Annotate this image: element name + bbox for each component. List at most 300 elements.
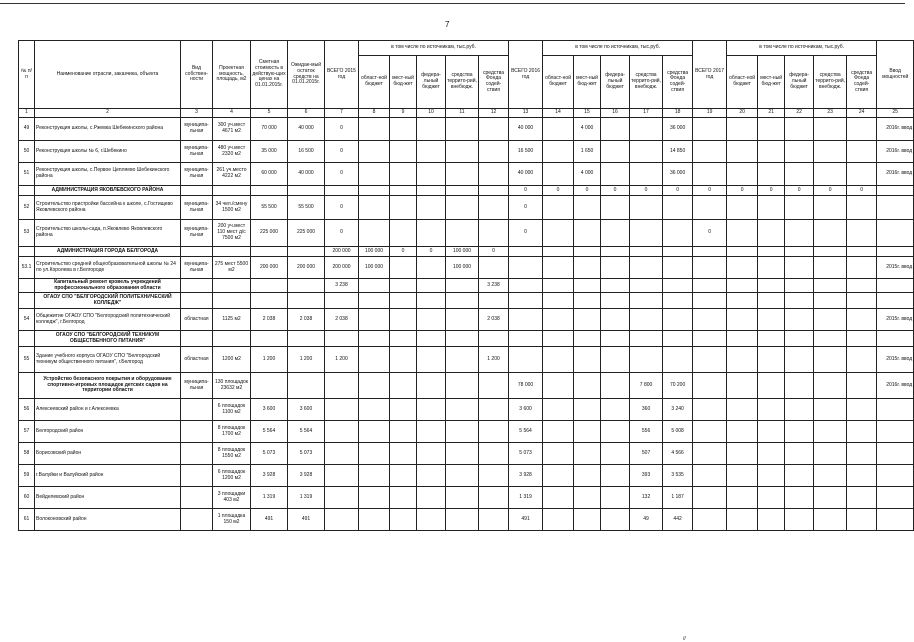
table-cell: 130 площадок 23632 м2 xyxy=(213,373,251,399)
table-cell xyxy=(601,293,630,309)
table-cell xyxy=(758,347,785,373)
header-fund: средства Фонда содей-ствия xyxy=(479,56,509,109)
table-cell xyxy=(359,465,390,487)
object-name: Реконструкция школы № 6, г.Шебекино xyxy=(35,141,181,163)
table-cell: 300 уч.мест 4671 м2 xyxy=(213,118,251,141)
column-number: 3 xyxy=(181,109,213,118)
table-cell xyxy=(785,141,814,163)
table-row xyxy=(19,399,914,421)
page-number: 7 xyxy=(445,20,450,29)
table-cell xyxy=(693,465,727,487)
table-cell xyxy=(543,257,574,279)
table-cell xyxy=(359,293,390,309)
table-cell: 1 319 xyxy=(251,487,288,509)
table-cell xyxy=(543,293,574,309)
table-cell xyxy=(417,399,446,421)
table-cell xyxy=(543,163,574,186)
table-cell xyxy=(574,421,601,443)
object-name: Реконструкция школы, с.Ржевка Шебекинского района xyxy=(35,118,181,141)
table-cell: 2015г. ввод xyxy=(877,347,914,373)
table-cell xyxy=(390,309,417,331)
table-cell xyxy=(630,247,663,257)
table-cell xyxy=(417,509,446,531)
table-cell xyxy=(417,141,446,163)
table-cell xyxy=(727,487,758,509)
table-cell xyxy=(847,331,877,347)
row-number: 53.1 xyxy=(19,257,35,279)
table-cell: 0 xyxy=(509,186,543,196)
table-cell xyxy=(693,373,727,399)
table-cell: 4 000 xyxy=(574,163,601,186)
table-cell: 5 564 xyxy=(288,421,325,443)
table-cell xyxy=(446,421,479,443)
row-number: 59 xyxy=(19,465,35,487)
table-cell xyxy=(543,309,574,331)
table-cell xyxy=(601,220,630,247)
table-cell xyxy=(543,220,574,247)
table-cell: 0 xyxy=(574,186,601,196)
table-cell xyxy=(814,220,847,247)
table-cell xyxy=(213,331,251,347)
table-cell xyxy=(693,331,727,347)
table-cell: 40 000 xyxy=(288,163,325,186)
row-number: 56 xyxy=(19,399,35,421)
table-cell: муниципа-льная xyxy=(181,196,213,220)
table-cell xyxy=(877,196,914,220)
table-cell xyxy=(847,163,877,186)
table-cell xyxy=(785,465,814,487)
table-cell xyxy=(359,186,390,196)
table-cell xyxy=(630,163,663,186)
table-cell xyxy=(814,118,847,141)
table-cell xyxy=(693,118,727,141)
table-cell: 3 535 xyxy=(663,465,693,487)
table-cell: 3 928 xyxy=(251,465,288,487)
table-cell xyxy=(814,293,847,309)
row-number xyxy=(19,373,35,399)
table-cell xyxy=(574,309,601,331)
table-cell: областная xyxy=(181,347,213,373)
table-cell xyxy=(785,399,814,421)
table-cell: 0 xyxy=(509,220,543,247)
table-cell: 4 000 xyxy=(574,118,601,141)
table-cell: областная xyxy=(181,309,213,331)
table-cell xyxy=(847,118,877,141)
section-row xyxy=(19,247,914,257)
table-cell xyxy=(417,118,446,141)
table-cell xyxy=(574,347,601,373)
table-cell xyxy=(213,293,251,309)
table-cell xyxy=(693,257,727,279)
table-cell: 275 мест 5500 м2 xyxy=(213,257,251,279)
table-cell xyxy=(601,257,630,279)
table-cell: 0 xyxy=(693,220,727,247)
table-body xyxy=(19,118,914,531)
table-cell xyxy=(479,421,509,443)
table-cell xyxy=(758,509,785,531)
table-cell xyxy=(359,141,390,163)
table-cell xyxy=(727,309,758,331)
table-cell: 3 238 xyxy=(479,279,509,293)
table-cell: 70 000 xyxy=(251,118,288,141)
table-cell xyxy=(251,186,288,196)
table-cell xyxy=(288,293,325,309)
table-cell xyxy=(543,331,574,347)
table-cell xyxy=(847,141,877,163)
table-cell xyxy=(446,509,479,531)
table-row xyxy=(19,443,914,465)
table-cell xyxy=(785,247,814,257)
table-cell xyxy=(630,279,663,293)
table-cell xyxy=(601,163,630,186)
header-fund: средства Фонда содей-ствия xyxy=(847,56,877,109)
section-row xyxy=(19,331,914,347)
table-cell xyxy=(479,293,509,309)
table-cell xyxy=(758,247,785,257)
table-cell: 40 000 xyxy=(509,163,543,186)
table-cell xyxy=(847,220,877,247)
table-cell xyxy=(417,196,446,220)
table-cell xyxy=(785,373,814,399)
table-cell xyxy=(390,257,417,279)
table-cell xyxy=(446,487,479,509)
table-cell xyxy=(181,247,213,257)
row-number xyxy=(19,186,35,196)
table-cell: 2 038 xyxy=(325,309,359,331)
table-cell: 5 564 xyxy=(509,421,543,443)
row-number: 52 xyxy=(19,196,35,220)
table-cell xyxy=(390,509,417,531)
header-ownership: Вид собствен-ности xyxy=(181,41,213,109)
table-cell xyxy=(509,331,543,347)
object-name: Вейделевский район xyxy=(35,487,181,509)
table-cell xyxy=(543,465,574,487)
table-cell xyxy=(213,279,251,293)
table-cell xyxy=(479,373,509,399)
table-cell xyxy=(847,399,877,421)
table-cell xyxy=(630,118,663,141)
table-cell: 491 xyxy=(251,509,288,531)
table-cell xyxy=(663,309,693,331)
table-cell xyxy=(601,509,630,531)
table-cell xyxy=(390,220,417,247)
table-cell: 0 xyxy=(479,247,509,257)
table-cell: 0 xyxy=(693,186,727,196)
table-cell: 0 xyxy=(390,247,417,257)
table-cell xyxy=(479,186,509,196)
object-name: Реконструкция школы, с.Первое Цепляево Шебекинского района xyxy=(35,163,181,186)
table-cell: 7 800 xyxy=(630,373,663,399)
table-cell xyxy=(417,279,446,293)
table-cell: 0 xyxy=(601,186,630,196)
table-cell: 55 500 xyxy=(288,196,325,220)
table-cell xyxy=(785,421,814,443)
table-cell xyxy=(814,465,847,487)
budget-table xyxy=(18,40,914,531)
table-cell xyxy=(479,443,509,465)
table-cell xyxy=(359,421,390,443)
table-cell xyxy=(543,443,574,465)
section-row xyxy=(19,279,914,293)
table-cell: 0 xyxy=(509,196,543,220)
table-cell xyxy=(814,487,847,509)
table-cell xyxy=(446,118,479,141)
table-cell xyxy=(543,141,574,163)
table-cell: 3 площадки 403 м2 xyxy=(213,487,251,509)
header-local: мест-ный бюд-жет xyxy=(574,56,601,109)
table-cell xyxy=(727,373,758,399)
table-cell xyxy=(727,465,758,487)
header-total-2016: ВСЕГО 2016 год xyxy=(509,41,543,109)
table-cell xyxy=(758,421,785,443)
table-cell xyxy=(574,443,601,465)
table-cell xyxy=(359,163,390,186)
column-number: 11 xyxy=(446,109,479,118)
table-cell xyxy=(727,331,758,347)
table-cell: 225 000 xyxy=(288,220,325,247)
table-cell xyxy=(325,373,359,399)
table-cell xyxy=(417,331,446,347)
table-cell xyxy=(877,186,914,196)
table-cell xyxy=(181,331,213,347)
table-cell: 40 000 xyxy=(509,118,543,141)
table-cell xyxy=(543,196,574,220)
table-cell: 1 319 xyxy=(288,487,325,509)
table-row xyxy=(19,309,914,331)
table-cell xyxy=(181,421,213,443)
table-cell: 3 600 xyxy=(251,399,288,421)
header-territories: средства террито-рий, внебюдж. xyxy=(814,56,847,109)
table-cell xyxy=(601,279,630,293)
object-name: Борисовский район xyxy=(35,443,181,465)
table-cell: 1 187 xyxy=(663,487,693,509)
table-cell xyxy=(727,257,758,279)
table-cell: муниципа-льная xyxy=(181,257,213,279)
table-row xyxy=(19,257,914,279)
table-cell xyxy=(877,331,914,347)
table-cell xyxy=(543,118,574,141)
header-name: Наименование отрасли, заказчика, объекта xyxy=(35,41,181,109)
table-cell xyxy=(325,293,359,309)
table-cell: 0 xyxy=(663,186,693,196)
table-row xyxy=(19,220,914,247)
table-cell xyxy=(390,347,417,373)
table-cell xyxy=(630,141,663,163)
row-number: 54 xyxy=(19,309,35,331)
table-cell xyxy=(785,331,814,347)
table-cell: 6 площадок 1100 м2 xyxy=(213,399,251,421)
table-cell xyxy=(574,331,601,347)
row-number: 57 xyxy=(19,421,35,443)
table-cell xyxy=(446,347,479,373)
column-number: 10 xyxy=(417,109,446,118)
table-cell xyxy=(325,487,359,509)
object-name: Здание учебного корпуса ОГАОУ СПО "Белгородский техникум общественного питания", г.Белгород xyxy=(35,347,181,373)
table-cell xyxy=(251,331,288,347)
table-cell xyxy=(479,257,509,279)
table-cell xyxy=(663,247,693,257)
table-cell xyxy=(601,141,630,163)
table-cell: 16 500 xyxy=(509,141,543,163)
table-cell xyxy=(543,421,574,443)
table-cell: 2016г. ввод xyxy=(877,373,914,399)
table-cell xyxy=(325,509,359,531)
table-cell xyxy=(479,487,509,509)
table-cell xyxy=(693,421,727,443)
table-cell: 1 200 xyxy=(288,347,325,373)
table-cell xyxy=(814,163,847,186)
table-cell xyxy=(727,509,758,531)
table-cell xyxy=(785,220,814,247)
column-number: 19 xyxy=(693,109,727,118)
table-cell: 40 000 xyxy=(288,118,325,141)
table-cell: 100 000 xyxy=(446,257,479,279)
table-cell xyxy=(446,279,479,293)
section-row xyxy=(19,186,914,196)
table-cell xyxy=(417,257,446,279)
table-cell xyxy=(877,487,914,509)
table-cell xyxy=(693,141,727,163)
table-cell xyxy=(630,220,663,247)
column-number: 1 xyxy=(19,109,35,118)
table-cell xyxy=(630,309,663,331)
table-row xyxy=(19,487,914,509)
table-cell xyxy=(543,509,574,531)
table-cell xyxy=(847,247,877,257)
table-cell: 36 000 xyxy=(663,118,693,141)
table-cell: муниципа-льная xyxy=(181,118,213,141)
table-cell xyxy=(814,309,847,331)
table-cell xyxy=(479,220,509,247)
table-cell xyxy=(601,118,630,141)
table-cell xyxy=(288,247,325,257)
header-expected-balance: Ожидае-мый остаток средств на 01.01.2015г. xyxy=(288,41,325,109)
table-cell xyxy=(543,399,574,421)
header-num: № п/п xyxy=(19,41,35,109)
table-cell xyxy=(814,279,847,293)
column-number: 22 xyxy=(785,109,814,118)
row-number: 55 xyxy=(19,347,35,373)
table-cell xyxy=(574,279,601,293)
table-cell: 0 xyxy=(758,186,785,196)
table-cell: 3 240 xyxy=(663,399,693,421)
table-cell xyxy=(574,487,601,509)
table-cell xyxy=(785,257,814,279)
table-cell xyxy=(251,247,288,257)
table-cell xyxy=(181,293,213,309)
column-numbers-row xyxy=(19,109,914,118)
table-cell xyxy=(758,443,785,465)
table-cell xyxy=(693,443,727,465)
table-cell xyxy=(847,293,877,309)
column-number: 4 xyxy=(213,109,251,118)
table-cell: муниципа-льная xyxy=(181,220,213,247)
table-cell xyxy=(479,331,509,347)
column-number: 24 xyxy=(847,109,877,118)
table-cell: 200 000 xyxy=(288,257,325,279)
table-cell xyxy=(847,443,877,465)
table-cell xyxy=(574,399,601,421)
table-cell: 0 xyxy=(785,186,814,196)
table-cell xyxy=(758,220,785,247)
header-federal: федера-льный бюджет xyxy=(785,56,814,109)
header-federal: федера-льный бюджет xyxy=(601,56,630,109)
table-cell xyxy=(390,331,417,347)
table-cell: 3 600 xyxy=(509,399,543,421)
table-cell xyxy=(877,247,914,257)
table-cell xyxy=(251,293,288,309)
table-cell: 2016г. ввод xyxy=(877,118,914,141)
row-number: 51 xyxy=(19,163,35,186)
header-sources-2017: в том числе по источникам, тыс.руб. xyxy=(727,41,877,56)
row-number: 49 xyxy=(19,118,35,141)
table-row xyxy=(19,465,914,487)
table-cell xyxy=(288,279,325,293)
table-cell: муниципа-льная xyxy=(181,141,213,163)
table-cell xyxy=(181,279,213,293)
table-cell xyxy=(417,163,446,186)
table-cell xyxy=(785,487,814,509)
table-cell xyxy=(877,443,914,465)
table-cell: 0 xyxy=(543,186,574,196)
table-cell: 2015г. ввод xyxy=(877,257,914,279)
table-cell: 0 xyxy=(325,220,359,247)
table-cell xyxy=(390,196,417,220)
header-territories: средства террито-рий, внебюдж. xyxy=(446,56,479,109)
table-cell xyxy=(574,220,601,247)
column-number: 20 xyxy=(727,109,758,118)
table-cell xyxy=(181,465,213,487)
table-cell xyxy=(663,331,693,347)
table-cell xyxy=(417,309,446,331)
table-cell xyxy=(390,465,417,487)
table-cell xyxy=(785,347,814,373)
table-cell xyxy=(727,220,758,247)
column-number: 23 xyxy=(814,109,847,118)
section-title: Устройство безопасного покрытия и оборудование спортивно-игровых площадок детских садов на территории области xyxy=(35,373,181,399)
table-cell xyxy=(574,509,601,531)
table-cell xyxy=(785,443,814,465)
table-cell: 35 000 xyxy=(251,141,288,163)
section-row xyxy=(19,373,914,399)
table-cell xyxy=(693,163,727,186)
table-cell: 0 xyxy=(325,141,359,163)
table-cell xyxy=(727,118,758,141)
column-number: 12 xyxy=(479,109,509,118)
table-cell xyxy=(758,399,785,421)
row-number: 53 xyxy=(19,220,35,247)
table-cell xyxy=(727,247,758,257)
table-cell: 5 073 xyxy=(288,443,325,465)
table-cell xyxy=(446,220,479,247)
table-cell: 1 650 xyxy=(574,141,601,163)
table-cell xyxy=(663,279,693,293)
table-cell xyxy=(601,196,630,220)
table-cell xyxy=(446,309,479,331)
table-cell xyxy=(727,163,758,186)
table-cell xyxy=(479,509,509,531)
table-cell: муниципа-льная xyxy=(181,373,213,399)
table-cell xyxy=(325,443,359,465)
table-cell xyxy=(181,487,213,509)
table-cell xyxy=(758,279,785,293)
table-cell: 200 000 xyxy=(325,247,359,257)
table-cell xyxy=(574,247,601,257)
table-cell xyxy=(785,293,814,309)
table-cell: 6 площадок 1200 м2 xyxy=(213,465,251,487)
column-number: 5 xyxy=(251,109,288,118)
table-cell xyxy=(877,465,914,487)
